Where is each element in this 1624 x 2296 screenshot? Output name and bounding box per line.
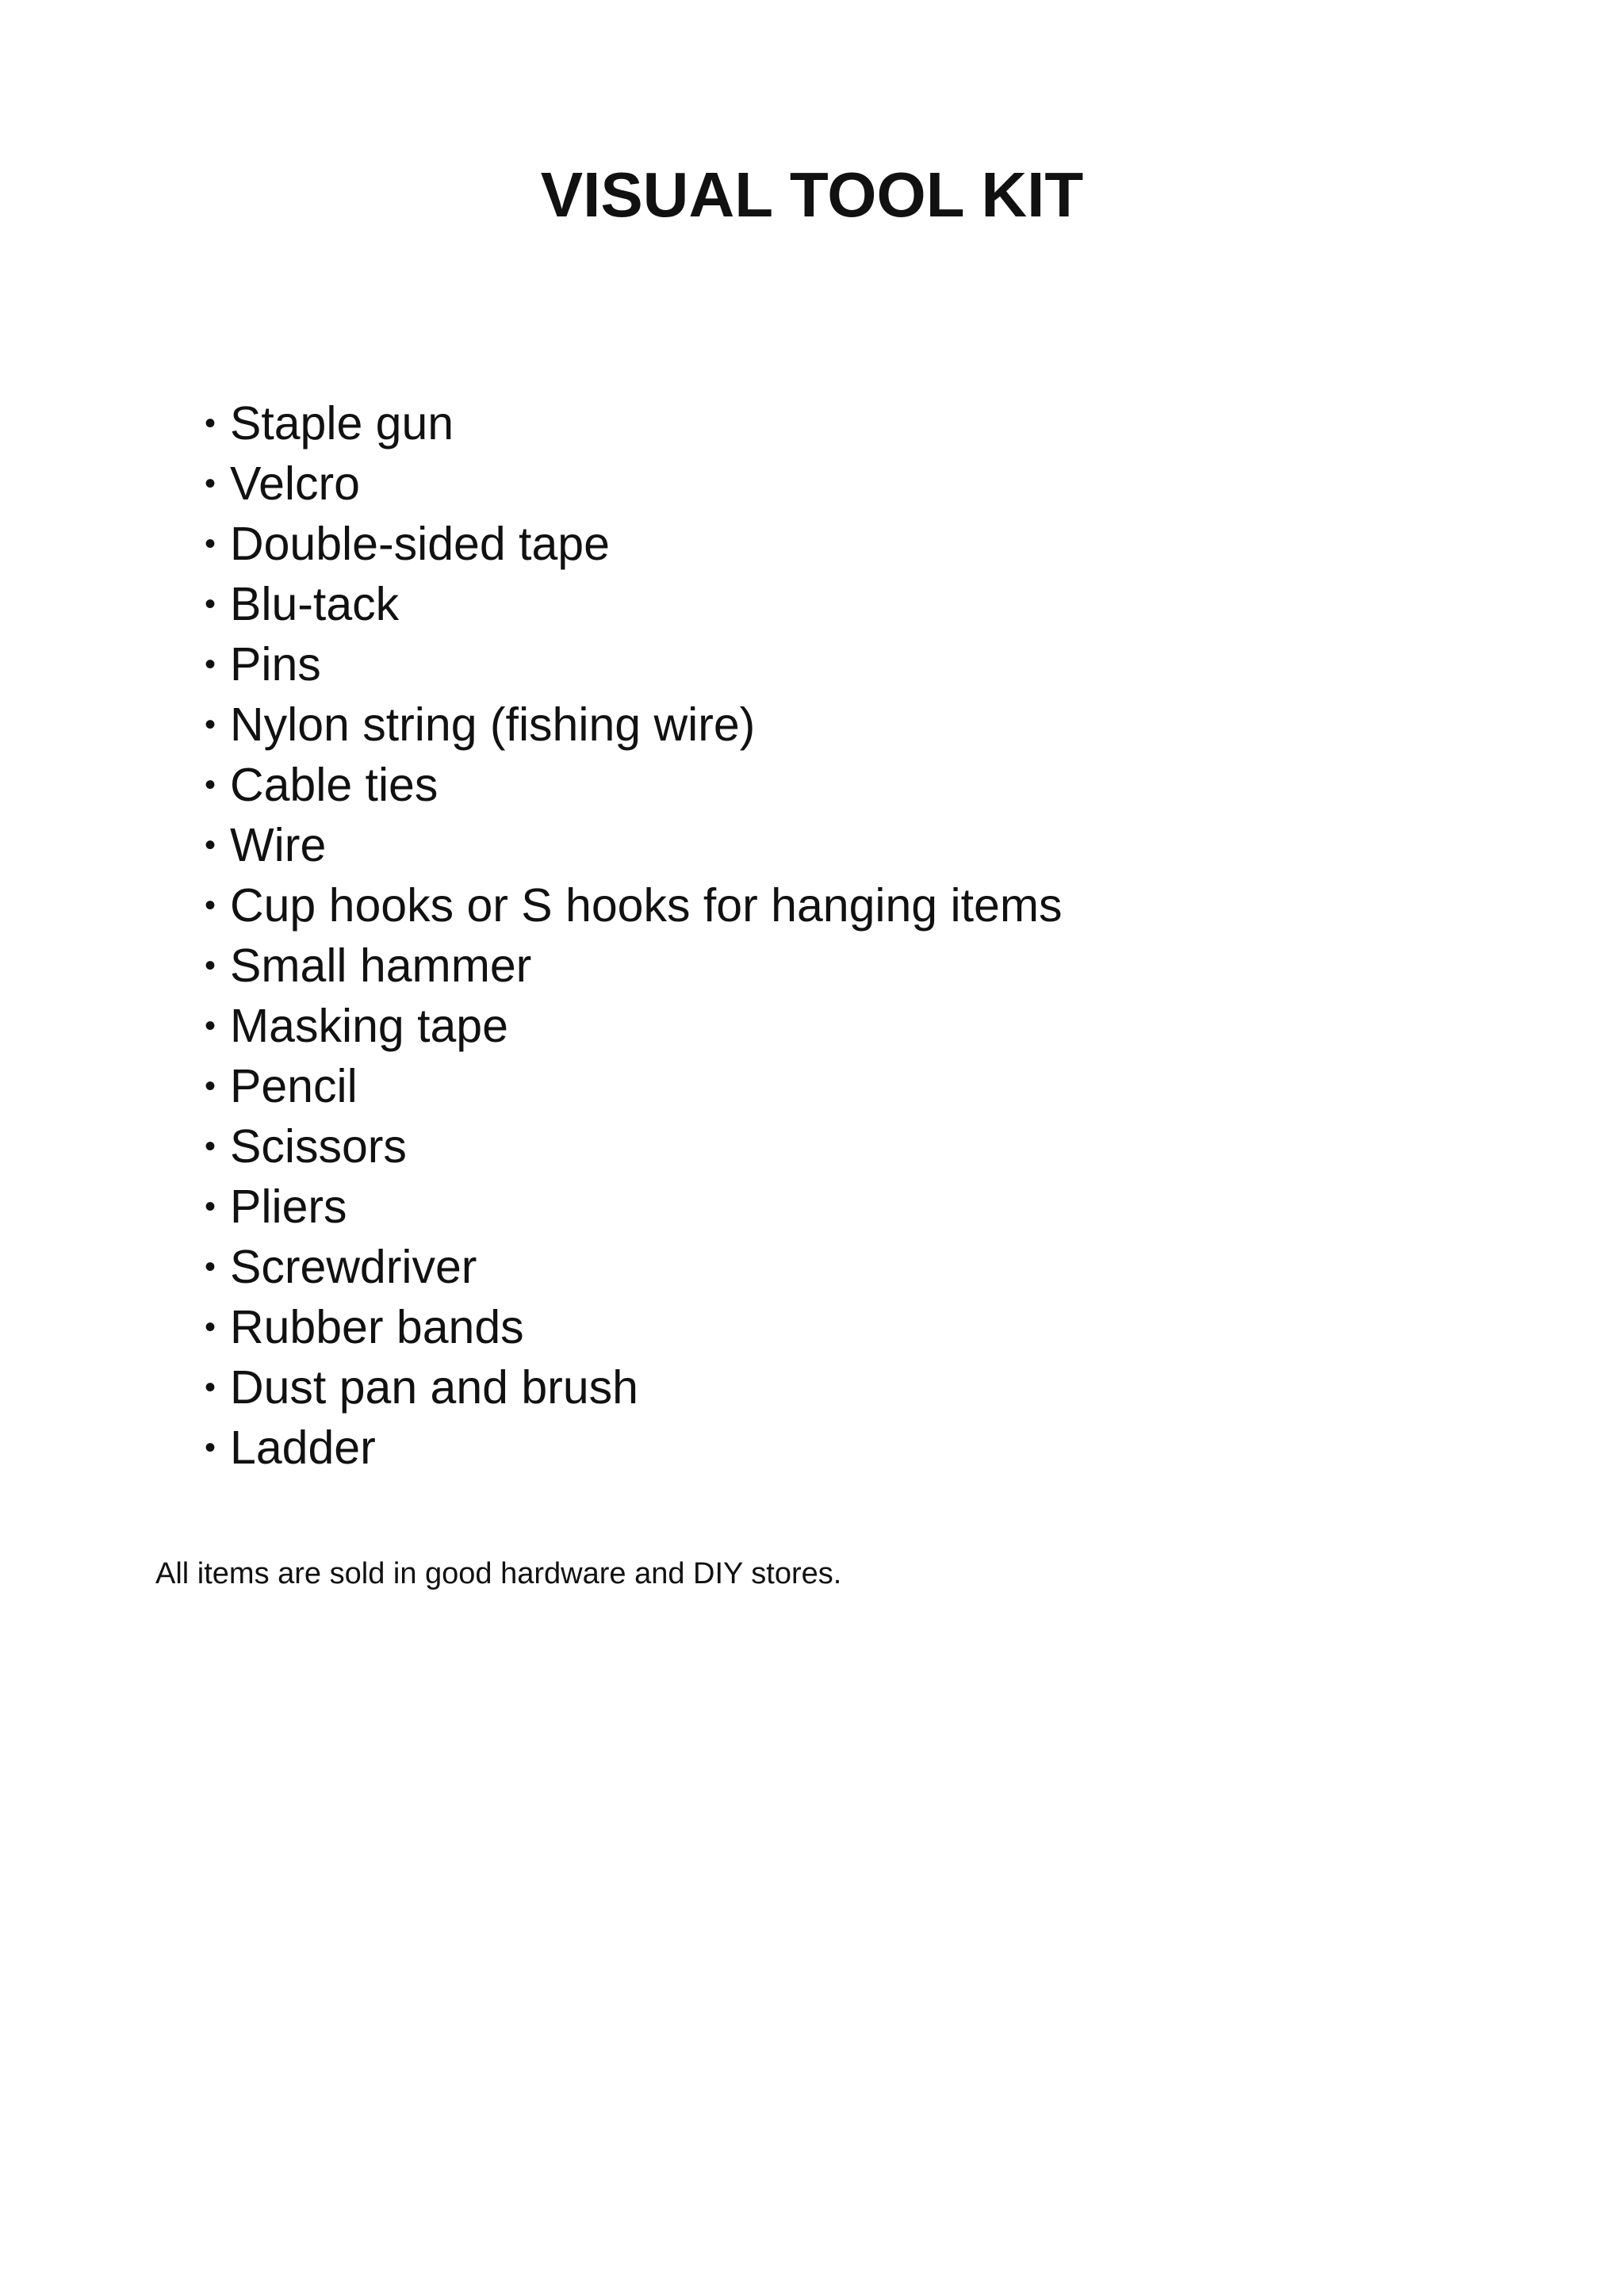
list-item [205, 1357, 1062, 1418]
list-item-label: Nylon string (fishing wire) [230, 698, 756, 751]
list-item-label: Small hammer [230, 939, 532, 992]
footnote: All items are sold in good hardware and DIY stores. [155, 1557, 842, 1590]
list-item-label: Velcro [230, 457, 360, 510]
bullet-icon: • [205, 1249, 216, 1284]
list-item-label: Blu-tack [230, 578, 400, 630]
list-item-label: Cable ties [230, 759, 439, 811]
list-item [205, 1237, 1062, 1297]
list-item [205, 936, 1062, 996]
list-item [205, 1297, 1062, 1357]
bullet-icon: • [205, 526, 216, 561]
list-item [205, 1116, 1062, 1177]
bullet-icon: • [205, 1069, 216, 1104]
bullet-icon: • [205, 767, 216, 802]
page-title: VISUAL TOOL KIT [540, 159, 1084, 230]
list-item-label: Ladder [230, 1422, 376, 1474]
list-item-label: Staple gun [230, 397, 454, 450]
list-item-label: Pencil [230, 1060, 358, 1112]
list-item-label: Masking tape [230, 1000, 508, 1052]
bullet-icon: • [205, 647, 216, 682]
bullet-icon: • [205, 1370, 216, 1405]
bullet-icon: • [205, 1129, 216, 1164]
list-item [205, 815, 1062, 875]
list-item [205, 574, 1062, 634]
list-item [205, 634, 1062, 695]
bullet-icon: • [205, 406, 216, 441]
list-item [205, 393, 1062, 453]
list-item [205, 1056, 1062, 1116]
list-item [205, 1177, 1062, 1237]
list-item-label: Pliers [230, 1181, 347, 1233]
list-item-label: Rubber bands [230, 1301, 524, 1353]
bullet-icon: • [205, 587, 216, 622]
list-item-label: Scissors [230, 1120, 407, 1173]
bullet-icon: • [205, 1008, 216, 1043]
list-item [205, 755, 1062, 815]
list-item [205, 996, 1062, 1056]
bullet-icon: • [205, 888, 216, 923]
list-item-label: Wire [230, 819, 327, 871]
bullet-icon: • [205, 466, 216, 501]
bullet-icon: • [205, 1310, 216, 1345]
list-item-label: Pins [230, 638, 321, 691]
list-item-label: Cup hooks or S hooks for hanging items [230, 879, 1063, 932]
tool-list [205, 393, 1062, 1478]
bullet-icon: • [205, 1189, 216, 1224]
bullet-icon: • [205, 1430, 216, 1465]
bullet-icon: • [205, 707, 216, 742]
list-item [205, 514, 1062, 574]
list-item [205, 453, 1062, 514]
bullet-icon: • [205, 948, 216, 983]
list-item-label: Double-sided tape [230, 518, 610, 570]
list-item-label: Dust pan and brush [230, 1361, 638, 1414]
bullet-icon: • [205, 828, 216, 863]
list-item [205, 875, 1062, 936]
list-item-label: Screwdriver [230, 1241, 477, 1293]
list-item [205, 1418, 1062, 1478]
list-item [205, 695, 1062, 755]
